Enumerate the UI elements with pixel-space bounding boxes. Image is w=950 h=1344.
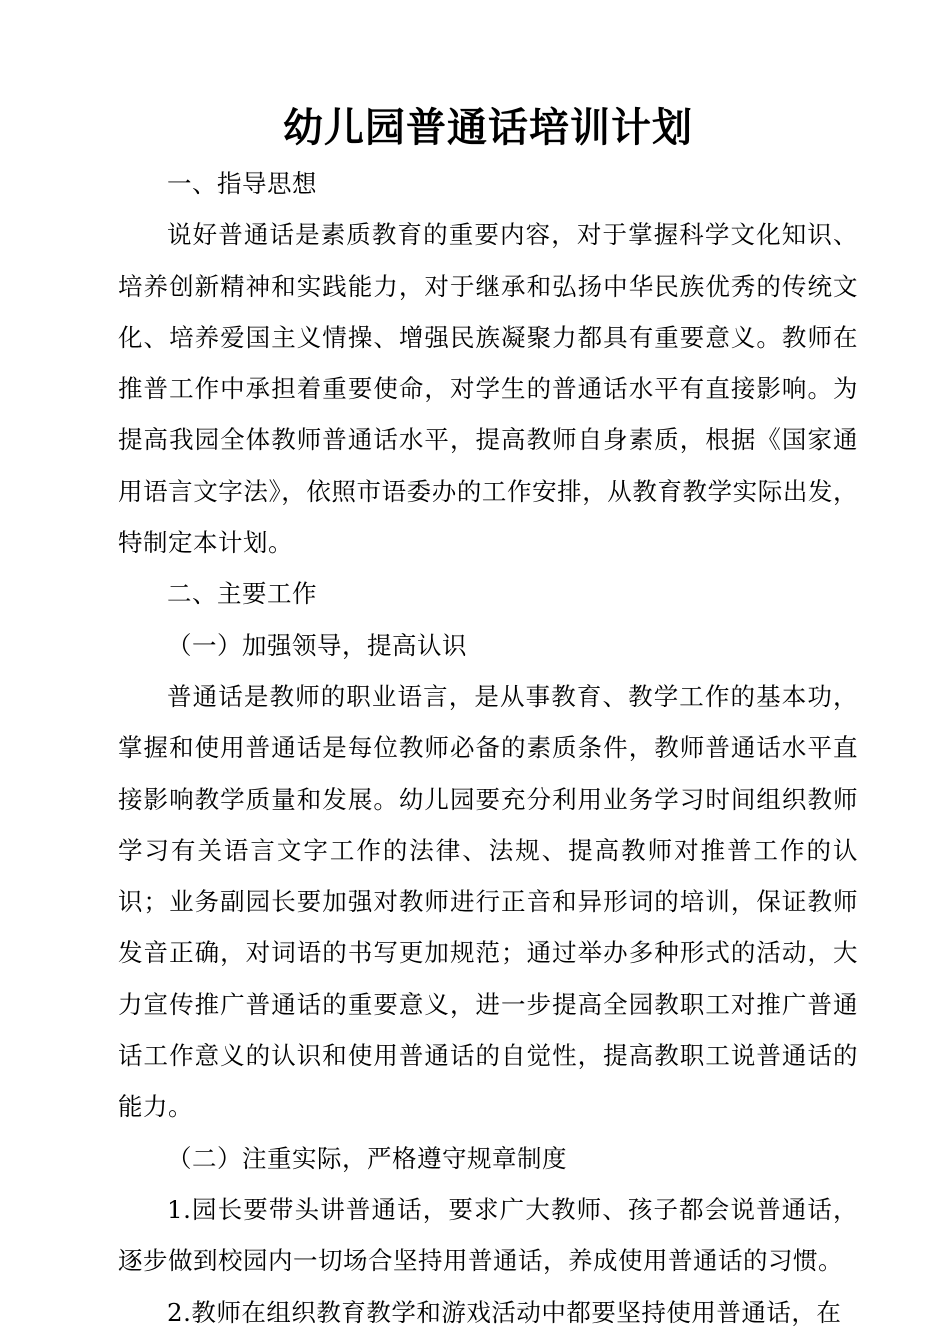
section-heading-main-work: 二、主要工作 bbox=[167, 579, 317, 609]
paragraph-guiding-ideology: 说好普通话是素质教育的重要内容，对于掌握科学文化知识、培养创新精神和实践能力，对于继承和弘扬中华民族优秀的传统文化、培养爱国主义情操、增强民族凝聚力都具有重要意义。教师在推普工作中承担着重要使命，对学生的普通话水平有直接影响。为提高我园全体教师普通话水平，提高教师自身素质，根据《国家通用语言文字法》，依照市语委办的工作安排，从教育教学实际出发，特制定本计划。 bbox=[118, 220, 858, 558]
paragraph-leadership: 普通话是教师的职业语言，是从事教育、教学工作的基本功，掌握和使用普通话是每位教师必备的素质条件，教师普通话水平直接影响教学质量和发展。幼儿园要充分利用业务学习时间组织教师学习有关语言文字工作的法律、法规、提高教师对推普工作的认识；业务副园长要加强对教师进行正音和异形词的培训，保证教师发音正确，对词语的书写更加规范；通过举办多种形式的活动，大力宣传推广普通话的重要意义，进一步提高全园教职工对推广普通话工作意义的认识和使用普通话的自觉性，提高教职工说普通话的能力。 bbox=[118, 681, 858, 1122]
subsection-heading-rules: （二）注重实际，严格遵守规章制度 bbox=[167, 1143, 567, 1173]
subsection-heading-leadership: （一）加强领导，提高认识 bbox=[167, 630, 467, 660]
paragraph-item-2: 2.教师在组织教育教学和游戏活动中都要坚持使用普通话，在 bbox=[167, 1297, 842, 1327]
section-heading-guiding-ideology: 一、指导思想 bbox=[167, 169, 317, 198]
document-page bbox=[118, 98, 858, 1338]
paragraph-item-1: 1.园长要带头讲普通话，要求广大教师、孩子都会说普通话，逐步做到校园内一切场合坚持用普通话，养成使用普通话的习惯。 bbox=[118, 1194, 858, 1276]
document-title: 幼儿园普通话培训计划 bbox=[283, 105, 693, 151]
